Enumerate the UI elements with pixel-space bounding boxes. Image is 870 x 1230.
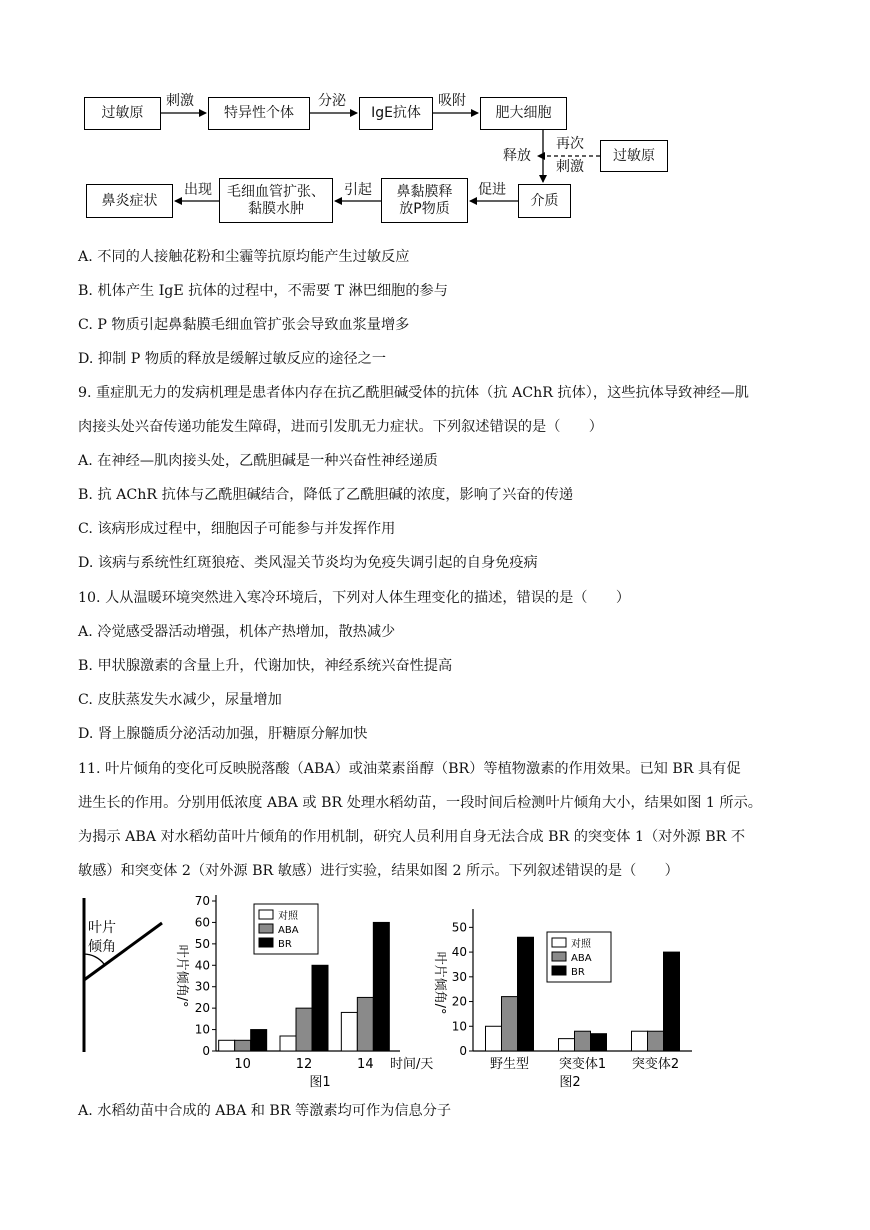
bar-ABA-12 bbox=[296, 1008, 312, 1051]
q10-option-c: C. 皮肤蒸发失水减少，尿量增加 bbox=[78, 692, 282, 708]
legend-swatch-BR bbox=[552, 966, 566, 975]
legend-swatch-对照 bbox=[552, 938, 566, 947]
label-stimulate: 刺激 bbox=[166, 93, 194, 109]
legend-swatch-对照 bbox=[259, 910, 273, 919]
bar-BR-14 bbox=[373, 922, 389, 1051]
x-tick-label: 突变体1 bbox=[558, 1057, 607, 1072]
flow-box-rhinitis: 鼻炎症状 bbox=[86, 184, 173, 218]
x-tick-label: 野生型 bbox=[489, 1057, 530, 1072]
q9-option-d: D. 该病与系统性红斑狼疮、类风湿关节炎均为免疫失调引起的自身免疫病 bbox=[78, 555, 538, 571]
legend-swatch-ABA bbox=[552, 952, 566, 961]
legend-label: BR bbox=[571, 967, 585, 978]
q11-stem-line2: 进生长的作用。分别用低浓度 ABA 或 BR 处理水稻幼苗，一段时间后检测叶片倾角大小，结果如图 1 所示。 bbox=[78, 795, 762, 811]
label-appear: 出现 bbox=[184, 182, 212, 198]
flow-box-mediator: 介质 bbox=[518, 184, 571, 218]
bar-BR-突变体2 bbox=[664, 952, 680, 1051]
leaf-label-line2: 倾角 bbox=[88, 939, 116, 955]
q9-stem-line2: 肉接头处兴奋传递功能发生障碍，进而引发肌无力症状。下列叙述错误的是（ ） bbox=[78, 419, 603, 435]
q10-option-b: B. 甲状腺激素的含量上升，代谢加快，神经系统兴奋性提高 bbox=[78, 658, 453, 674]
flow-box-allergen-again: 过敏原 bbox=[600, 140, 668, 172]
q11-stem-line1: 11. 叶片倾角的变化可反映脱落酸（ABA）或油菜素甾醇（BR）等植物激素的作用效果。已知 BR 具有促 bbox=[78, 761, 741, 777]
y-axis-label: 叶片倾角/° bbox=[174, 944, 189, 1008]
y-tick-label: 20 bbox=[194, 1001, 210, 1016]
q8-option-c: C. P 物质引起鼻黏膜毛细血管扩张会导致血浆量增多 bbox=[78, 317, 410, 333]
flow-box-ige: IgE抗体 bbox=[359, 97, 433, 130]
flowchart-arrows bbox=[0, 0, 870, 240]
bar-ABA-野生型 bbox=[502, 997, 518, 1051]
y-tick-label: 10 bbox=[194, 1022, 210, 1037]
bar-BR-突变体1 bbox=[591, 1034, 607, 1051]
q8-option-b: B. 机体产生 IgE 抗体的过程中，不需要 T 淋巴细胞的参与 bbox=[78, 283, 448, 299]
q11-stem-line4: 敏感）和突变体 2（对外源 BR 敏感）进行实验，结果如图 2 所示。下列叙述错误的是（ ） bbox=[78, 863, 679, 879]
legend-swatch-BR bbox=[259, 938, 273, 947]
chart-title: 图2 bbox=[559, 1075, 581, 1090]
legend-label: 对照 bbox=[278, 911, 298, 922]
bar-BR-10 bbox=[251, 1030, 267, 1051]
label-release: 释放 bbox=[503, 148, 531, 164]
label-cause: 引起 bbox=[344, 182, 372, 198]
bar-ABA-14 bbox=[357, 997, 373, 1051]
label-promote: 促进 bbox=[478, 182, 506, 198]
bar-对照-突变体1 bbox=[559, 1039, 575, 1051]
bar-对照-10 bbox=[219, 1040, 235, 1051]
y-tick-label: 60 bbox=[194, 915, 210, 930]
x-tick-label: 突变体2 bbox=[631, 1057, 680, 1072]
bar-BR-野生型 bbox=[518, 937, 534, 1051]
y-tick-label: 70 bbox=[194, 894, 210, 908]
y-tick-label: 30 bbox=[451, 969, 467, 984]
flow-box-mucosa-p: 鼻黏膜释 放P物质 bbox=[381, 178, 468, 223]
bar-对照-14 bbox=[341, 1012, 357, 1051]
q8-option-d: D. 抑制 P 物质的释放是缓解过敏反应的途径之一 bbox=[78, 351, 387, 367]
x-tick-label: 14 bbox=[357, 1057, 374, 1072]
y-tick-label: 30 bbox=[194, 979, 210, 994]
q11-stem-line3: 为揭示 ABA 对水稻幼苗叶片倾角的作用机制，研究人员利用自身无法合成 BR 的突变体 1（对外源 BR 不 bbox=[78, 829, 746, 845]
y-tick-label: 40 bbox=[194, 958, 210, 973]
q9-option-c: C. 该病形成过程中，细胞因子可能参与并发挥作用 bbox=[78, 521, 396, 537]
q10-stem: 10. 人从温暖环境突然进入寒冷环境后，下列对人体生理变化的描述，错误的是（ ） bbox=[78, 590, 631, 606]
y-tick-label: 10 bbox=[451, 1019, 467, 1034]
legend-label: ABA bbox=[278, 925, 299, 936]
q11-option-a: A. 水稻幼苗中合成的 ABA 和 BR 等激素均可作为信息分子 bbox=[78, 1103, 452, 1119]
label-again-1: 再次 bbox=[556, 136, 584, 152]
x-tick-label: 10 bbox=[234, 1057, 251, 1072]
y-tick-label: 50 bbox=[194, 936, 210, 951]
bar-ABA-10 bbox=[235, 1040, 251, 1051]
q8-option-a: A. 不同的人接触花粉和尘霾等抗原均能产生过敏反应 bbox=[78, 249, 410, 265]
flow-box-capillary: 毛细血管扩张、 黏膜水肿 bbox=[219, 178, 333, 223]
y-tick-label: 0 bbox=[202, 1044, 210, 1058]
flow-box-allergen: 过敏原 bbox=[84, 97, 161, 130]
bar-BR-12 bbox=[312, 965, 328, 1051]
y-axis-label: 叶片倾角/° bbox=[432, 951, 447, 1015]
x-axis-label: 时间/天 bbox=[390, 1057, 434, 1072]
bar-ABA-突变体1 bbox=[575, 1031, 591, 1051]
q9-stem-line1: 9. 重症肌无力的发病机理是患者体内存在抗乙酰胆碱受体的抗体（抗 AChR 抗体），这些抗体导致神经—肌 bbox=[78, 385, 749, 401]
leaf-label-line1: 叶片 bbox=[88, 920, 116, 936]
legend-label: BR bbox=[278, 939, 292, 950]
chart-title: 图1 bbox=[309, 1075, 331, 1090]
label-adsorb: 吸附 bbox=[438, 93, 466, 109]
bar-对照-突变体2 bbox=[632, 1031, 648, 1051]
figure-2-bar-chart bbox=[428, 892, 698, 1092]
figure-1-bar-chart bbox=[168, 892, 443, 1092]
bar-对照-野生型 bbox=[486, 1026, 502, 1051]
x-tick-label: 12 bbox=[295, 1057, 313, 1072]
legend-label: ABA bbox=[571, 953, 592, 964]
bar-ABA-突变体2 bbox=[648, 1031, 664, 1051]
y-tick-label: 40 bbox=[451, 945, 467, 960]
q9-option-b: B. 抗 AChR 抗体与乙酰胆碱结合，降低了乙酰胆碱的浓度，影响了兴奋的传递 bbox=[78, 487, 574, 503]
q9-option-a: A. 在神经—肌肉接头处，乙酰胆碱是一种兴奋性神经递质 bbox=[78, 453, 438, 469]
q10-option-a: A. 冷觉感受器活动增强，机体产热增加，散热减少 bbox=[78, 624, 396, 640]
flow-box-specific-individual: 特异性个体 bbox=[208, 97, 310, 130]
legend-label: 对照 bbox=[571, 939, 591, 950]
flow-box-mast-cell: 肥大细胞 bbox=[480, 97, 567, 130]
label-again-2: 刺激 bbox=[556, 159, 584, 175]
q10-option-d: D. 肾上腺髓质分泌活动加强，肝糖原分解加快 bbox=[78, 726, 368, 742]
y-tick-label: 50 bbox=[451, 920, 467, 935]
legend-swatch-ABA bbox=[259, 924, 273, 933]
angle-arc bbox=[84, 954, 104, 964]
y-tick-label: 20 bbox=[451, 994, 467, 1009]
bar-对照-12 bbox=[280, 1036, 296, 1051]
y-tick-label: 0 bbox=[459, 1044, 467, 1058]
leaf-angle-diagram bbox=[72, 890, 182, 1060]
label-secrete: 分泌 bbox=[318, 93, 346, 109]
